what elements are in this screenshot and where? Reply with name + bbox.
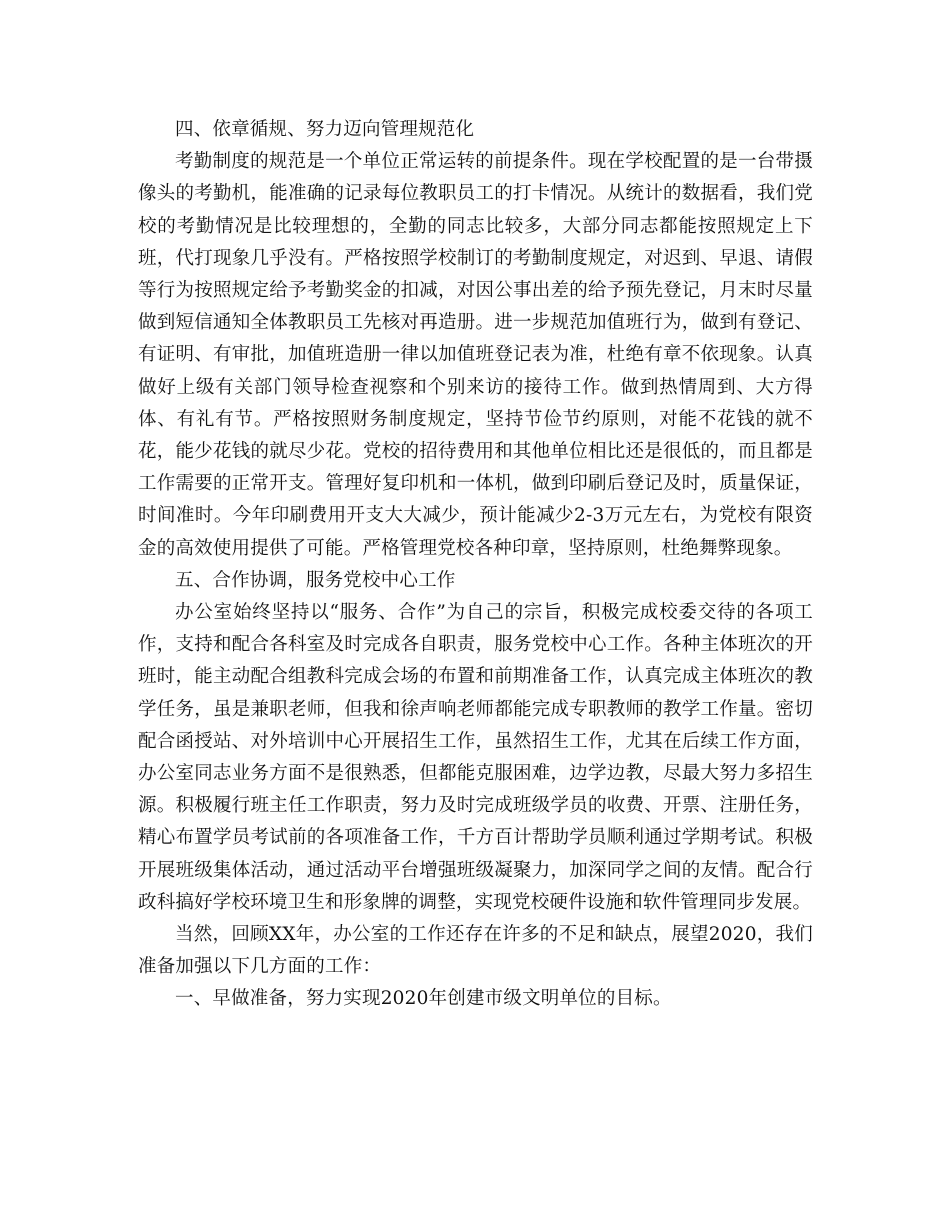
paragraph-plan-one: 一、早做准备，努力实现2020年创建市级文明单位的目标。	[175, 988, 672, 1010]
paragraph-review: 当然，回顾XX年，办公室的工作还存在许多的不足和缺点，展望2020，我们准备加强以下几方面的工作：	[138, 924, 813, 978]
section-heading-five: 五、合作协调，服务党校中心工作	[175, 569, 456, 591]
paragraph-cooperation: 办公室始终坚持以“服务、合作”为自己的宗旨，积极完成校委交待的各项工作，支持和配合各科室及时完成各自职责，服务党校中心工作。各种主体班次的开班时，能主动配合组教科完成会场的布置和前期准备工作，认真完成主体班次的教学任务，虽是兼职老师，但我和徐声响老师都能完成专职教师的教学工作量。密切配合函授站、对外培训中心开展招生工作，虽然招生工作，尤其在后续工作方面，办公室同志业务方面不是很熟悉，但都能克服困难，边学边教，尽最大努力多招生源。积极履行班主任工作职责，努力及时完成班级学员的收费、开票、注册任务，精心布置学员考试前的各项准备工作，千方百计帮助学员顺利通过学期考试。积极开展班级集体活动，通过活动平台增强班级凝聚力，加深同学之间的友情。配合行政科搞好学校环境卫生和形象牌的调整，实现党校硬件设施和软件管理同步发展。	[138, 602, 813, 913]
section-heading-four: 四、依章循规、努力迈向管理规范化	[175, 119, 475, 140]
document-body	[138, 114, 813, 1016]
paragraph-attendance: 考勤制度的规范是一个单位正常运转的前提条件。现在学校配置的是一台带摄像头的考勤机，能准确的记录每位教职员工的打卡情况。从统计的数据看，我们党校的考勤情况是比较理想的，全勤的同志比较多，大部分同志都能按照规定上下班，代打现象几乎没有。严格按照学校制订的考勤制度规定，对迟到、早退、请假等行为按照规定给予考勤奖金的扣减，对因公事出差的给予预先登记，月末时尽量做到短信通知全体教职员工先核对再造册。进一步规范加值班行为，做到有登记、有证明、有审批，加值班造册一律以加值班登记表为准，杜绝有章不依现象。认真做好上级有关部门领导检查视察和个别来访的接待工作。做到热情周到、大方得体、有礼有节。严格按照财务制度规定，坚持节俭节约原则，对能不花钱的就不花，能少花钱的就尽少花。党校的招待费用和其他单位相比还是很低的，而且都是工作需要的正常开支。管理好复印机和一体机，做到印刷后登记及时，质量保证，时间准时。今年印刷费用开支大大减少，预计能减少2-3万元左右，为党校有限资金的高效使用提供了可能。严格管理党校各种印章，坚持原则，杜绝舞弊现象。	[138, 151, 813, 559]
